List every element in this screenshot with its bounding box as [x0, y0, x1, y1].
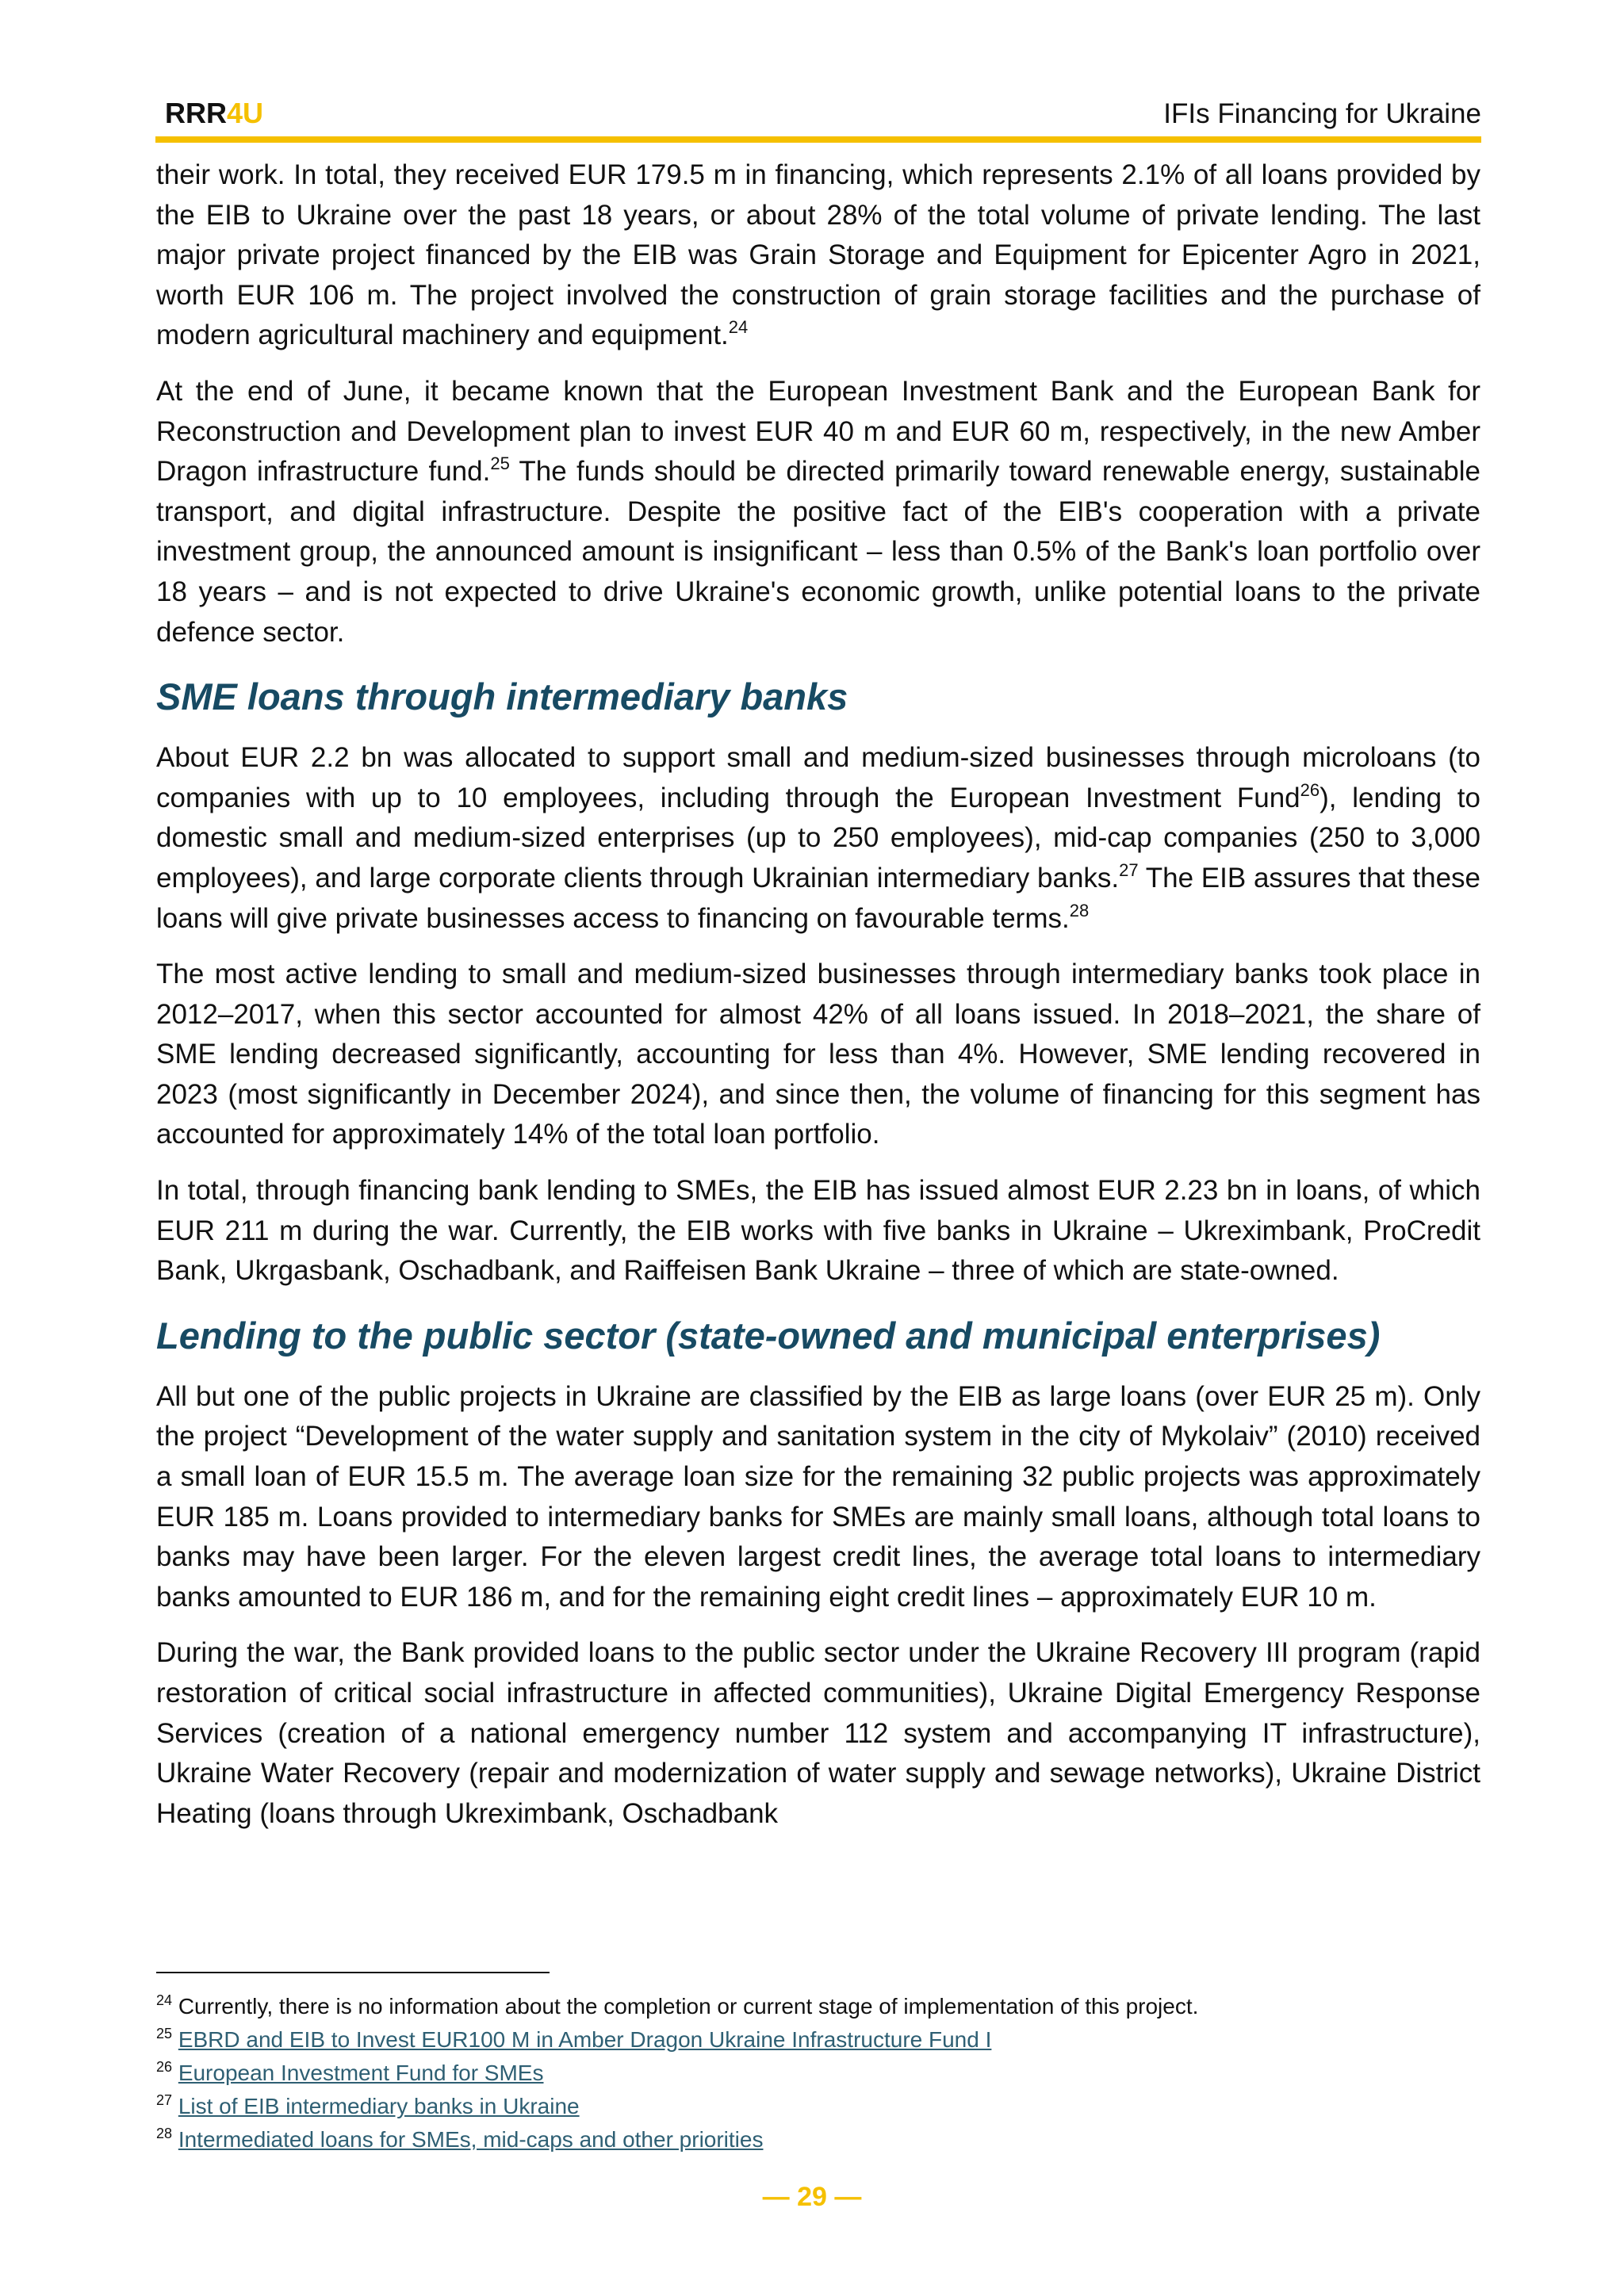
footnote-link[interactable]: List of EIB intermediary banks in Ukraine	[178, 2094, 580, 2118]
footnote: $^{28}$ Intermediated loans for SMEs, mid-caps and other priorities	[156, 2126, 764, 2152]
footnote-ref[interactable]: 27	[1119, 859, 1139, 880]
footnote: $^{24}$ Currently, there is no information about the completion or current stage of implementation of this project.	[156, 1992, 1199, 2019]
document-title: IFIs Financing for Ukraine	[1163, 98, 1481, 129]
header-rule	[155, 136, 1481, 143]
footnote: $^{26}$ European Investment Fund for SMEs	[156, 2059, 544, 2085]
footnote-link[interactable]: European Investment Fund for SMEs	[178, 2061, 544, 2085]
section-heading: SME loans through intermediary banks	[156, 675, 848, 718]
paragraph: At the end of June, it became known that the European Investment Bank and the European Bank for Reconstruction and Development plan to invest EUR 40 m and EUR 60 m, respectively, in the new Amber Dragon infrastructure fund.$^{25}$ The funds should be directed primarily toward renewable energy, sustainable transport, and digital infrastructure. Despite the positive fact of the EIB's cooperation with a private investment group, the announced amount is insignificant – less than 0.5% of the Bank's loan portfolio over 18 years – and is not expected to drive Ukraine's economic growth, unlike potential loans to the private defence sector.	[156, 375, 1481, 648]
section-heading: Lending to the public sector (state-owned and municipal enterprises)	[156, 1314, 1381, 1357]
footnote-link[interactable]: Intermediated loans for SMEs, mid-caps and other priorities	[178, 2127, 764, 2152]
paragraph: All but one of the public projects in Ukraine are classified by the EIB as large loans (over EUR 25 m). Only the project “Development of the water supply and sanitation system in the city of Mykolaiv” (2010) received a small loan of EUR 15.5 m. The average loan size for the remaining 32 public projects was approximately EUR 185 m. Loans provided to intermediary banks for SMEs are mainly small loans, although total loans to banks may have been larger. For the eleven largest credit lines, the average total loans to intermediary banks amounted to EUR 186 m, and for the remaining eight credit lines – approximately EUR 10 m.	[156, 1380, 1480, 1613]
footnote-separator	[156, 1972, 550, 1973]
footnotes	[156, 1990, 1480, 2156]
footnote-link[interactable]: EBRD and EIB to Invest EUR100 M in Amber Dragon Ukraine Infrastructure Fund I	[178, 2027, 992, 2052]
paragraph: About EUR 2.2 bn was allocated to support small and medium-sized businesses through microloans (to companies with up to 10 employees, including through the European Investment Fund$^{26}$), lending to domestic small and medium-sized enterprises (up to 250 employees), mid-cap companies (250 to 3,000 employees), and large corporate clients through Ukrainian intermediary banks.$^{27}$ The EIB assures that these loans will give private businesses access to financing on favourable terms.$^{28}$	[156, 742, 1480, 934]
footnote-ref[interactable]: 26	[1300, 779, 1320, 800]
paragraph: their work. In total, they received EUR 179.5 m in financing, which represents 2.1% of all loans provided by the EIB to Ukraine over the past 18 years, or about 28% of the total volume of private lending. The last major private project financed by the EIB was Grain Storage and Equipment for Epicenter Agro in 2021, worth EUR 106 m. The project involved the construction of grain storage facilities and the purchase of modern agricultural machinery and equipment.$^{24}$	[156, 159, 1480, 351]
footnote-ref[interactable]: 25	[490, 453, 510, 474]
paragraph: The most active lending to small and medium-sized businesses through intermediary banks took place in 2012–2017, when this sector accounted for almost 42% of all loans issued. In 2018–2021, the share of SME lending decreased significantly, accounting for less than 4%. However, SME lending recovered in 2023 (most significantly in December 2024), and since then, the volume of financing for this segment has accounted for approximately 14% of the total loan portfolio.	[156, 959, 1480, 1150]
logo: RRR4U	[165, 97, 264, 129]
page-number: — 29 —	[762, 2182, 862, 2212]
footnote: $^{25}$ EBRD and EIB to Invest EUR100 M in Amber Dragon Ukraine Infrastructure Fund I	[156, 2026, 992, 2052]
footnote-ref[interactable]: 24	[728, 317, 749, 338]
footnote-ref[interactable]: 28	[1069, 900, 1090, 920]
page-body	[156, 155, 1480, 1850]
paragraph: In total, through financing bank lending to SMEs, the EIB has issued almost EUR 2.23 bn in loans, of which EUR 211 m during the war. Currently, the EIB works with five banks in Ukraine – Ukreximbank, ProCredit Bank, Ukrgasbank, Oschadbank, and Raiffeisen Bank Ukraine – three of which are state-owned.	[156, 1175, 1480, 1287]
paragraph: During the war, the Bank provided loans to the public sector under the Ukraine Recovery III program (rapid restoration of critical social infrastructure in affected communities), Ukraine Digital Emergency Response Services (creation of a national emergency number 112 system and accompanying IT infrastructure), Ukraine Water Recovery (repair and modernization of water supply and sewage networks), Ukraine District Heating (loans through Ukreximbank, Oschadbank	[156, 1637, 1480, 1829]
footnote: $^{27}$ List of EIB intermediary banks in Ukraine	[156, 2092, 580, 2118]
